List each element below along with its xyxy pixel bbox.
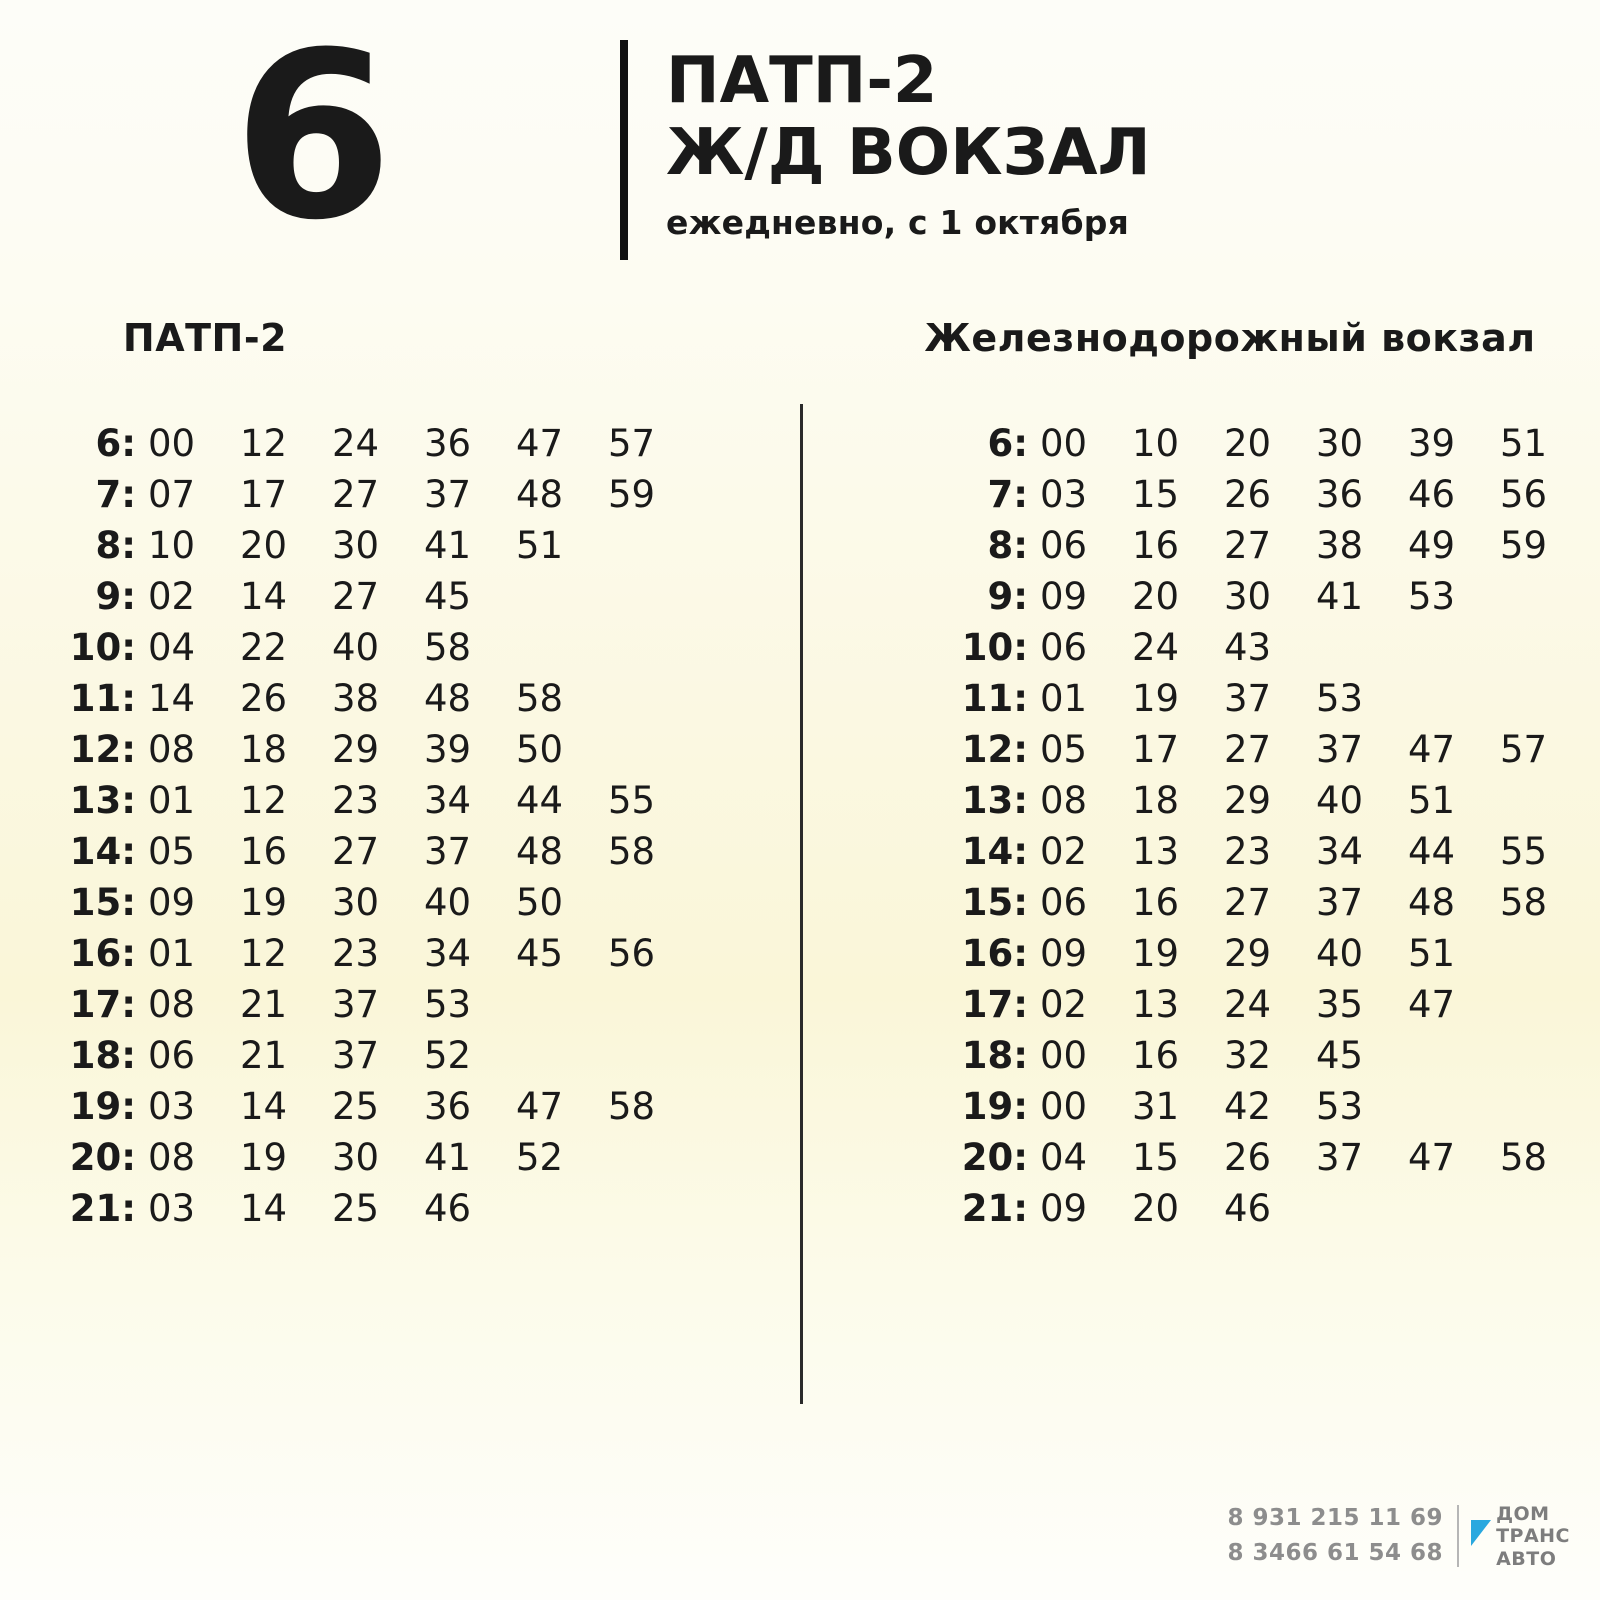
header-vertical-rule bbox=[620, 40, 628, 260]
minute-value: 43 bbox=[1224, 626, 1272, 669]
minutes-group bbox=[1040, 881, 1592, 924]
hour-label: 7: bbox=[95, 473, 136, 516]
schedule-header bbox=[0, 0, 1600, 271]
minute-value: 58 bbox=[1500, 1136, 1548, 1179]
minute-value: 24 bbox=[332, 422, 380, 465]
minute-value: 19 bbox=[240, 881, 288, 924]
minute-value: 58 bbox=[608, 830, 656, 873]
timetable-row bbox=[0, 728, 800, 779]
hour-label: 10: bbox=[961, 626, 1028, 669]
minute-value: 18 bbox=[240, 728, 288, 771]
minute-value: 16 bbox=[1132, 881, 1180, 924]
hour-label: 17: bbox=[961, 983, 1028, 1026]
minute-value: 46 bbox=[1224, 1187, 1272, 1230]
minute-value: 09 bbox=[1040, 932, 1088, 975]
minute-value: 40 bbox=[1316, 932, 1364, 975]
minutes-group bbox=[148, 983, 516, 1026]
minute-value: 12 bbox=[240, 932, 288, 975]
minutes-group bbox=[1040, 983, 1500, 1026]
hour-label: 21: bbox=[961, 1187, 1028, 1230]
minute-value: 46 bbox=[1408, 473, 1456, 516]
minute-value: 09 bbox=[148, 881, 196, 924]
minute-value: 59 bbox=[608, 473, 656, 516]
minute-value: 44 bbox=[1408, 830, 1456, 873]
minute-value: 58 bbox=[516, 677, 564, 720]
minutes-group bbox=[1040, 1034, 1408, 1077]
minute-value: 20 bbox=[1132, 1187, 1180, 1230]
timetable-row bbox=[0, 983, 800, 1034]
minute-value: 37 bbox=[332, 983, 380, 1026]
minute-value: 44 bbox=[516, 779, 564, 822]
minute-value: 06 bbox=[1040, 524, 1088, 567]
timetable-row bbox=[0, 881, 800, 932]
minutes-group bbox=[148, 728, 608, 771]
timetable-row bbox=[800, 830, 1600, 881]
hour-label: 16: bbox=[961, 932, 1028, 975]
hour-label: 19: bbox=[961, 1085, 1028, 1128]
timetable-row bbox=[800, 728, 1600, 779]
minute-value: 23 bbox=[332, 779, 380, 822]
timetable-row bbox=[800, 983, 1600, 1034]
column-title-railway: Железнодорожный вокзал bbox=[924, 316, 1536, 360]
minute-value: 34 bbox=[424, 932, 472, 975]
minute-value: 08 bbox=[148, 983, 196, 1026]
minute-value: 40 bbox=[1316, 779, 1364, 822]
minute-value: 48 bbox=[1408, 881, 1456, 924]
minute-value: 45 bbox=[424, 575, 472, 618]
minute-value: 55 bbox=[1500, 830, 1548, 873]
minute-value: 08 bbox=[148, 728, 196, 771]
minute-value: 45 bbox=[516, 932, 564, 975]
minute-value: 26 bbox=[240, 677, 288, 720]
minute-value: 24 bbox=[1132, 626, 1180, 669]
company-logo bbox=[1471, 1503, 1570, 1570]
minute-value: 37 bbox=[424, 830, 472, 873]
minutes-group bbox=[1040, 779, 1500, 822]
minute-value: 17 bbox=[1132, 728, 1180, 771]
timetable-rows-patp2 bbox=[0, 422, 800, 1238]
timetable-row bbox=[800, 881, 1600, 932]
minute-value: 27 bbox=[1224, 524, 1272, 567]
column-title-patp2: ПАТП-2 bbox=[122, 316, 288, 360]
timetable-rows-railway bbox=[800, 422, 1600, 1238]
minute-value: 06 bbox=[1040, 626, 1088, 669]
timetable-row bbox=[800, 1034, 1600, 1085]
minutes-group bbox=[1040, 830, 1592, 873]
phone-number-2: 8 3466 61 54 68 bbox=[1227, 1540, 1444, 1567]
minutes-group bbox=[148, 779, 700, 822]
hour-label: 18: bbox=[961, 1034, 1028, 1077]
minute-value: 35 bbox=[1316, 983, 1364, 1026]
minute-value: 59 bbox=[1500, 524, 1548, 567]
minute-value: 40 bbox=[332, 626, 380, 669]
hour-label: 18: bbox=[69, 1034, 136, 1077]
minutes-group bbox=[1040, 575, 1500, 618]
minutes-group bbox=[1040, 677, 1408, 720]
minute-value: 57 bbox=[1500, 728, 1548, 771]
triangle-icon bbox=[1471, 1520, 1491, 1546]
timetable-row bbox=[800, 932, 1600, 983]
timetable-row bbox=[0, 1187, 800, 1238]
minute-value: 15 bbox=[1132, 1136, 1180, 1179]
contact-phones bbox=[1227, 1501, 1457, 1572]
minute-value: 37 bbox=[1316, 728, 1364, 771]
minute-value: 34 bbox=[1316, 830, 1364, 873]
minute-value: 10 bbox=[148, 524, 196, 567]
minute-value: 31 bbox=[1132, 1085, 1180, 1128]
minute-value: 55 bbox=[608, 779, 656, 822]
minute-value: 09 bbox=[1040, 1187, 1088, 1230]
minute-value: 37 bbox=[1316, 881, 1364, 924]
minute-value: 38 bbox=[1316, 524, 1364, 567]
minute-value: 47 bbox=[1408, 983, 1456, 1026]
minute-value: 58 bbox=[1500, 881, 1548, 924]
minute-value: 16 bbox=[1132, 524, 1180, 567]
minute-value: 13 bbox=[1132, 983, 1180, 1026]
minute-value: 56 bbox=[608, 932, 656, 975]
hour-label: 6: bbox=[987, 422, 1028, 465]
minute-value: 50 bbox=[516, 881, 564, 924]
timetable-row bbox=[800, 524, 1600, 575]
minute-value: 48 bbox=[516, 473, 564, 516]
minute-value: 52 bbox=[516, 1136, 564, 1179]
timetable-row bbox=[0, 1085, 800, 1136]
minute-value: 08 bbox=[148, 1136, 196, 1179]
minute-value: 26 bbox=[1224, 473, 1272, 516]
phone-number-1: 8 931 215 11 69 bbox=[1227, 1504, 1444, 1531]
minute-value: 51 bbox=[1408, 779, 1456, 822]
minute-value: 39 bbox=[1408, 422, 1456, 465]
minute-value: 04 bbox=[1040, 1136, 1088, 1179]
minute-value: 53 bbox=[1408, 575, 1456, 618]
minute-value: 42 bbox=[1224, 1085, 1272, 1128]
minutes-group bbox=[148, 830, 700, 873]
minute-value: 29 bbox=[1224, 779, 1272, 822]
minute-value: 57 bbox=[608, 422, 656, 465]
minute-value: 27 bbox=[332, 473, 380, 516]
timetable-row bbox=[0, 830, 800, 881]
timetable-row bbox=[0, 626, 800, 677]
timetable-column-railway bbox=[800, 316, 1600, 1238]
hour-label: 12: bbox=[961, 728, 1028, 771]
minute-value: 48 bbox=[516, 830, 564, 873]
minute-value: 06 bbox=[148, 1034, 196, 1077]
minute-value: 16 bbox=[240, 830, 288, 873]
minute-value: 02 bbox=[1040, 983, 1088, 1026]
minute-value: 24 bbox=[1224, 983, 1272, 1026]
minute-value: 09 bbox=[1040, 575, 1088, 618]
timetable-row bbox=[800, 1085, 1600, 1136]
minute-value: 25 bbox=[332, 1187, 380, 1230]
hour-label: 15: bbox=[961, 881, 1028, 924]
minutes-group bbox=[1040, 626, 1316, 669]
minute-value: 32 bbox=[1224, 1034, 1272, 1077]
minute-value: 34 bbox=[424, 779, 472, 822]
hour-label: 14: bbox=[961, 830, 1028, 873]
hour-label: 6: bbox=[95, 422, 136, 465]
minute-value: 23 bbox=[332, 932, 380, 975]
minute-value: 30 bbox=[1224, 575, 1272, 618]
minute-value: 30 bbox=[1316, 422, 1364, 465]
minute-value: 41 bbox=[424, 524, 472, 567]
minute-value: 20 bbox=[1132, 575, 1180, 618]
minute-value: 14 bbox=[148, 677, 196, 720]
minute-value: 08 bbox=[1040, 779, 1088, 822]
minute-value: 27 bbox=[332, 830, 380, 873]
minute-value: 37 bbox=[1224, 677, 1272, 720]
minute-value: 01 bbox=[148, 779, 196, 822]
minute-value: 52 bbox=[424, 1034, 472, 1077]
minute-value: 20 bbox=[1224, 422, 1272, 465]
hour-label: 9: bbox=[987, 575, 1028, 618]
minute-value: 12 bbox=[240, 422, 288, 465]
minute-value: 53 bbox=[1316, 677, 1364, 720]
minutes-group bbox=[148, 626, 516, 669]
logo-line-3: АВТО bbox=[1496, 1547, 1557, 1570]
timetable-row bbox=[800, 677, 1600, 728]
minutes-group bbox=[1040, 1136, 1592, 1179]
logo-line-2: ТРАНС bbox=[1496, 1525, 1570, 1548]
timetable-row bbox=[0, 779, 800, 830]
route-title-line-2: Ж/Д ВОКЗАЛ bbox=[666, 115, 1151, 190]
minute-value: 19 bbox=[1132, 932, 1180, 975]
minute-value: 23 bbox=[1224, 830, 1272, 873]
hour-label: 13: bbox=[69, 779, 136, 822]
minute-value: 45 bbox=[1316, 1034, 1364, 1077]
minute-value: 02 bbox=[1040, 830, 1088, 873]
logo-line-1: ДОМ bbox=[1496, 1502, 1550, 1525]
timetable-row bbox=[0, 1034, 800, 1085]
minute-value: 14 bbox=[240, 1187, 288, 1230]
minute-value: 50 bbox=[516, 728, 564, 771]
minute-value: 47 bbox=[1408, 1136, 1456, 1179]
minute-value: 26 bbox=[1224, 1136, 1272, 1179]
minute-value: 20 bbox=[240, 524, 288, 567]
minute-value: 41 bbox=[1316, 575, 1364, 618]
minute-value: 22 bbox=[240, 626, 288, 669]
minute-value: 56 bbox=[1500, 473, 1548, 516]
minute-value: 00 bbox=[1040, 1085, 1088, 1128]
minute-value: 40 bbox=[424, 881, 472, 924]
minute-value: 14 bbox=[240, 1085, 288, 1128]
minute-value: 00 bbox=[1040, 422, 1088, 465]
minutes-group bbox=[148, 1034, 516, 1077]
hour-label: 20: bbox=[69, 1136, 136, 1179]
minutes-group bbox=[148, 881, 608, 924]
minute-value: 47 bbox=[516, 422, 564, 465]
minute-value: 03 bbox=[1040, 473, 1088, 516]
timetable-row bbox=[800, 422, 1600, 473]
timetable-row bbox=[0, 422, 800, 473]
timetable-row bbox=[800, 779, 1600, 830]
minute-value: 19 bbox=[240, 1136, 288, 1179]
timetable-row bbox=[800, 1187, 1600, 1238]
minute-value: 36 bbox=[1316, 473, 1364, 516]
minute-value: 05 bbox=[148, 830, 196, 873]
route-title-line-1: ПАТП-2 bbox=[666, 44, 938, 118]
minute-value: 39 bbox=[424, 728, 472, 771]
minute-value: 47 bbox=[516, 1085, 564, 1128]
timetable-column-patp2 bbox=[0, 316, 800, 1238]
minute-value: 00 bbox=[1040, 1034, 1088, 1077]
minute-value: 03 bbox=[148, 1187, 196, 1230]
minutes-group bbox=[1040, 422, 1592, 465]
timetable-row bbox=[0, 932, 800, 983]
timetable-row bbox=[0, 524, 800, 575]
minute-value: 21 bbox=[240, 983, 288, 1026]
minute-value: 04 bbox=[148, 626, 196, 669]
minute-value: 58 bbox=[608, 1085, 656, 1128]
hour-label: 8: bbox=[95, 524, 136, 567]
footer-divider bbox=[1457, 1505, 1459, 1567]
minutes-group bbox=[148, 473, 700, 516]
minutes-group bbox=[148, 1136, 608, 1179]
timetable-row bbox=[0, 473, 800, 524]
minute-value: 06 bbox=[1040, 881, 1088, 924]
hour-label: 19: bbox=[69, 1085, 136, 1128]
hour-label: 11: bbox=[961, 677, 1028, 720]
minute-value: 12 bbox=[240, 779, 288, 822]
hour-label: 8: bbox=[987, 524, 1028, 567]
hour-label: 12: bbox=[69, 728, 136, 771]
route-subtitle: ежедневно, с 1 октября bbox=[666, 203, 1129, 243]
minutes-group bbox=[148, 524, 608, 567]
hour-label: 21: bbox=[69, 1187, 136, 1230]
minute-value: 00 bbox=[148, 422, 196, 465]
minute-value: 51 bbox=[1408, 932, 1456, 975]
hour-label: 13: bbox=[961, 779, 1028, 822]
minutes-group bbox=[1040, 1085, 1408, 1128]
minute-value: 53 bbox=[424, 983, 472, 1026]
minute-value: 05 bbox=[1040, 728, 1088, 771]
minute-value: 01 bbox=[148, 932, 196, 975]
minutes-group bbox=[148, 575, 516, 618]
minute-value: 25 bbox=[332, 1085, 380, 1128]
timetable-row bbox=[800, 1136, 1600, 1187]
minute-value: 58 bbox=[424, 626, 472, 669]
minute-value: 29 bbox=[332, 728, 380, 771]
timetable-row bbox=[800, 473, 1600, 524]
minute-value: 27 bbox=[1224, 728, 1272, 771]
hour-label: 11: bbox=[69, 677, 136, 720]
minute-value: 37 bbox=[1316, 1136, 1364, 1179]
minute-value: 53 bbox=[1316, 1085, 1364, 1128]
timetable-row bbox=[0, 575, 800, 626]
minute-value: 37 bbox=[424, 473, 472, 516]
minute-value: 27 bbox=[332, 575, 380, 618]
minute-value: 13 bbox=[1132, 830, 1180, 873]
minute-value: 30 bbox=[332, 881, 380, 924]
minute-value: 30 bbox=[332, 1136, 380, 1179]
minute-value: 03 bbox=[148, 1085, 196, 1128]
footer bbox=[1227, 1501, 1570, 1572]
minute-value: 36 bbox=[424, 422, 472, 465]
hour-label: 10: bbox=[69, 626, 136, 669]
hour-label: 20: bbox=[961, 1136, 1028, 1179]
minutes-group bbox=[1040, 1187, 1316, 1230]
minute-value: 51 bbox=[1500, 422, 1548, 465]
minute-value: 37 bbox=[332, 1034, 380, 1077]
minute-value: 38 bbox=[332, 677, 380, 720]
minute-value: 19 bbox=[1132, 677, 1180, 720]
hour-label: 9: bbox=[95, 575, 136, 618]
minute-value: 14 bbox=[240, 575, 288, 618]
minute-value: 18 bbox=[1132, 779, 1180, 822]
minute-value: 51 bbox=[516, 524, 564, 567]
minute-value: 29 bbox=[1224, 932, 1272, 975]
minute-value: 17 bbox=[240, 473, 288, 516]
minutes-group bbox=[148, 1187, 516, 1230]
timetable-row bbox=[800, 575, 1600, 626]
minute-value: 48 bbox=[424, 677, 472, 720]
minute-value: 15 bbox=[1132, 473, 1180, 516]
hour-label: 14: bbox=[69, 830, 136, 873]
minutes-group bbox=[1040, 473, 1592, 516]
route-number: 6 bbox=[232, 4, 388, 271]
minutes-group bbox=[1040, 932, 1500, 975]
minute-value: 41 bbox=[424, 1136, 472, 1179]
minute-value: 30 bbox=[332, 524, 380, 567]
hour-label: 16: bbox=[69, 932, 136, 975]
minutes-group bbox=[1040, 524, 1592, 567]
minutes-group bbox=[1040, 728, 1592, 771]
minute-value: 21 bbox=[240, 1034, 288, 1077]
minute-value: 27 bbox=[1224, 881, 1272, 924]
minute-value: 49 bbox=[1408, 524, 1456, 567]
hour-label: 17: bbox=[69, 983, 136, 1026]
minute-value: 36 bbox=[424, 1085, 472, 1128]
minute-value: 01 bbox=[1040, 677, 1088, 720]
minute-value: 07 bbox=[148, 473, 196, 516]
minutes-group bbox=[148, 677, 608, 720]
company-logo-text bbox=[1496, 1503, 1570, 1570]
header-text-block bbox=[628, 28, 1151, 242]
minutes-group bbox=[148, 422, 700, 465]
hour-label: 7: bbox=[987, 473, 1028, 516]
timetable-row bbox=[800, 626, 1600, 677]
timetable-row bbox=[0, 677, 800, 728]
timetable-columns bbox=[0, 316, 1600, 1238]
minute-value: 02 bbox=[148, 575, 196, 618]
minutes-group bbox=[148, 1085, 700, 1128]
minute-value: 47 bbox=[1408, 728, 1456, 771]
minutes-group bbox=[148, 932, 700, 975]
hour-label: 15: bbox=[69, 881, 136, 924]
timetable-row bbox=[0, 1136, 800, 1187]
minute-value: 16 bbox=[1132, 1034, 1180, 1077]
minute-value: 46 bbox=[424, 1187, 472, 1230]
minute-value: 10 bbox=[1132, 422, 1180, 465]
